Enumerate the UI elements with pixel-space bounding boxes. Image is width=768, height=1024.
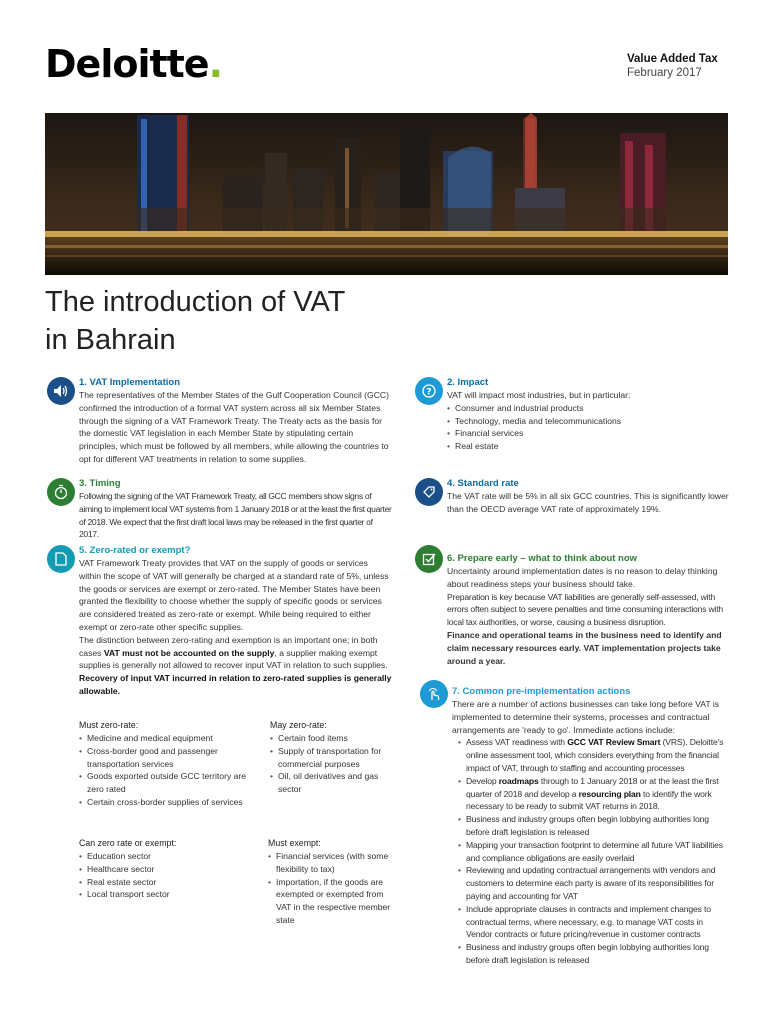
list-item: • Financial services	[447, 427, 735, 440]
city-skyline-image	[45, 113, 728, 275]
speaker-icon	[47, 377, 75, 405]
can-zero-list	[79, 850, 249, 901]
list-item: • Education sector	[79, 850, 249, 863]
list-item: • Business and industry groups often begin lobbying authorities long before draft legislation is released	[458, 813, 730, 839]
impact-list	[447, 402, 735, 453]
doc-date: February 2017	[627, 67, 702, 79]
list-item: • Cross-border good and passenger transportation services	[79, 745, 249, 771]
must-zero-rate-block	[79, 720, 249, 809]
document-meta	[627, 52, 718, 80]
may-zero-list	[270, 732, 395, 796]
section-body: The distinction between zero-rating and exemption is an important one; in both cases VAT must not be accounted on the supply, a supplier making exempt supplies is generally not allowed to recover input VAT in relation to such supplies. Recovery of input VAT incurred in relation to zero-rated supplies is generally allowable.	[79, 634, 392, 696]
can-zero-or-exempt-block	[79, 838, 249, 901]
list-item: • Medicine and medical equipment	[79, 732, 249, 745]
deloitte-logo: Deloitte.	[45, 42, 223, 86]
section-vat-implementation	[47, 377, 392, 466]
section-prepare-early	[415, 545, 735, 667]
subsection-label: Can zero rate or exempt:	[79, 838, 177, 848]
list-item: • Local transport sector	[79, 888, 249, 901]
section-title: 4. Standard rate	[447, 478, 519, 489]
section-title: 5. Zero-rated or exempt?	[79, 545, 191, 556]
list-item: • Assess VAT readiness with GCC VAT Review Smart (VRS), Deloitte's online assessment tool, which considers everything from the financial impact of VAT, through to staffing and accounting processes	[458, 736, 730, 774]
section-body-bold: Finance and operational teams in the business need to identify and claim necessary resources early. VAT implementation projects take around a year.	[447, 629, 722, 666]
touch-icon	[420, 680, 448, 708]
must-exempt-block	[268, 838, 398, 927]
list-item: • Real estate	[447, 440, 735, 453]
svg-text:?: ?	[426, 387, 432, 398]
subsection-label: Must exempt:	[268, 838, 321, 848]
list-item: • Certain cross-border supplies of services	[79, 796, 249, 809]
doc-title: Value Added Tax	[627, 53, 718, 65]
section-standard-rate	[415, 478, 735, 516]
list-item: • Supply of transportation for commercial purposes	[270, 745, 395, 771]
section-pre-implementation	[420, 680, 730, 967]
tag-icon	[415, 478, 443, 506]
section-intro: VAT will impact most industries, but in particular:	[447, 390, 631, 400]
section-title: 7. Common pre-implementation actions	[452, 686, 631, 697]
list-item: • Technology, media and telecommunications	[447, 415, 735, 428]
list-item: • Include appropriate clauses in contracts and implement changes to contractual terms, where necessary, e.g. to manage VAT costs in Vendor contracts or future pricing/revenue in customer contracts	[458, 903, 730, 941]
section-impact	[415, 377, 735, 453]
subsection-label: Must zero-rate:	[79, 720, 139, 730]
section-body: The VAT rate will be 5% in all six GCC countries. This is significantly lower than the OECD average VAT rate of approximately 19%.	[447, 491, 729, 514]
subsection-label: May zero-rate:	[270, 720, 327, 730]
document-icon	[47, 545, 75, 573]
list-item: • Business and industry groups often begin lobbying authorities long before draft legislation is released	[458, 941, 730, 967]
section-title: 2. Impact	[447, 377, 489, 388]
list-item: • Oil, oil derivatives and gas sector	[270, 770, 395, 796]
list-item: • Consumer and industrial products	[447, 402, 735, 415]
section-body: The representatives of the Member States of the Gulf Cooperation Council (GCC) confirmed the introduction of a formal VAT system across all six Member States through the signing of a VAT Framework Treaty. The Treaty acts as the basis for the domestic VAT legislation in each Member State by stipulating certain principles, which must be followed by all members, while allowing the countries to opt for different VAT treatments in relation to some supplies.	[79, 390, 389, 464]
section-body: VAT Framework Treaty provides that VAT on the supply of goods or services within the scope of VAT will generally be charged at a standard rate of 5%, unless the goods or services are exempt or zero-rated. The Member States have been granted the flexibility to choose whether the supply of specific goods or services are considered treated as zero-rate or exempt. While being required to either exempt or zero-rate other specific supplies.	[79, 558, 389, 632]
list-item: • Certain food items	[270, 732, 395, 745]
list-item: • Develop roadmaps through to 1 January 2018 or at the least the first quarter of 2018 and develop a resourcing plan to identify the work necessary to be ready to submit VAT returns in 2018.	[458, 775, 730, 813]
section-title: 3. Timing	[79, 478, 121, 489]
list-item: • Reviewing and updating contractual arrangements with vendors and customers to determine each party is aware of its responsibilities for paying and accounting for VAT	[458, 864, 730, 902]
skyline-graphic	[45, 113, 728, 275]
list-item: • Mapping your transaction footprint to determine all future VAT liabilities and compliance obligations are easily overlaid	[458, 839, 730, 865]
must-zero-list	[79, 732, 249, 809]
section-body: Uncertainty around implementation dates is no reason to delay thinking about readiness steps your business should take.	[447, 566, 718, 589]
list-item: • Real estate sector	[79, 876, 249, 889]
section-zero-rated	[47, 545, 392, 698]
section-body: Following the signing of the VAT Framework Treaty, all GCC members show signs of aiming to implement local VAT systems from 1 January 2018 or at the least the first quarter of 2018. We expect that the first draft local laws may be released in the first quarter of 2017.	[79, 491, 392, 540]
section-timing	[47, 478, 392, 541]
must-exempt-list	[268, 850, 398, 927]
actions-list	[452, 736, 730, 966]
list-item: • Healthcare sector	[79, 863, 249, 876]
may-zero-rate-block	[270, 720, 395, 796]
page-title: The introduction of VAT in Bahrain	[45, 286, 346, 356]
section-body: Preparation is key because VAT liabilities are generally self-assessed, with errors often subject to severe penalties and time consuming interactions with local tax authorities, or worse, causing a business disruption.	[447, 591, 723, 628]
checkbox-icon	[415, 545, 443, 573]
list-item: • Financial services (with some flexibility to tax)	[268, 850, 398, 876]
section-intro: There are a number of actions businesses can take long before VAT is implemented to determine their systems, processes and contractual arrangements are 'ready to go'. Immediate actions include:	[452, 699, 720, 735]
list-item: • Goods exported outside GCC territory are zero rated	[79, 770, 249, 796]
section-title: 1. VAT Implementation	[79, 377, 180, 388]
question-icon	[415, 377, 443, 405]
list-item: • Importation, if the goods are exempted or exempted from VAT in the respective member state	[268, 876, 398, 927]
section-title: 6. Prepare early – what to think about now	[447, 553, 638, 564]
stopwatch-icon	[47, 478, 75, 506]
